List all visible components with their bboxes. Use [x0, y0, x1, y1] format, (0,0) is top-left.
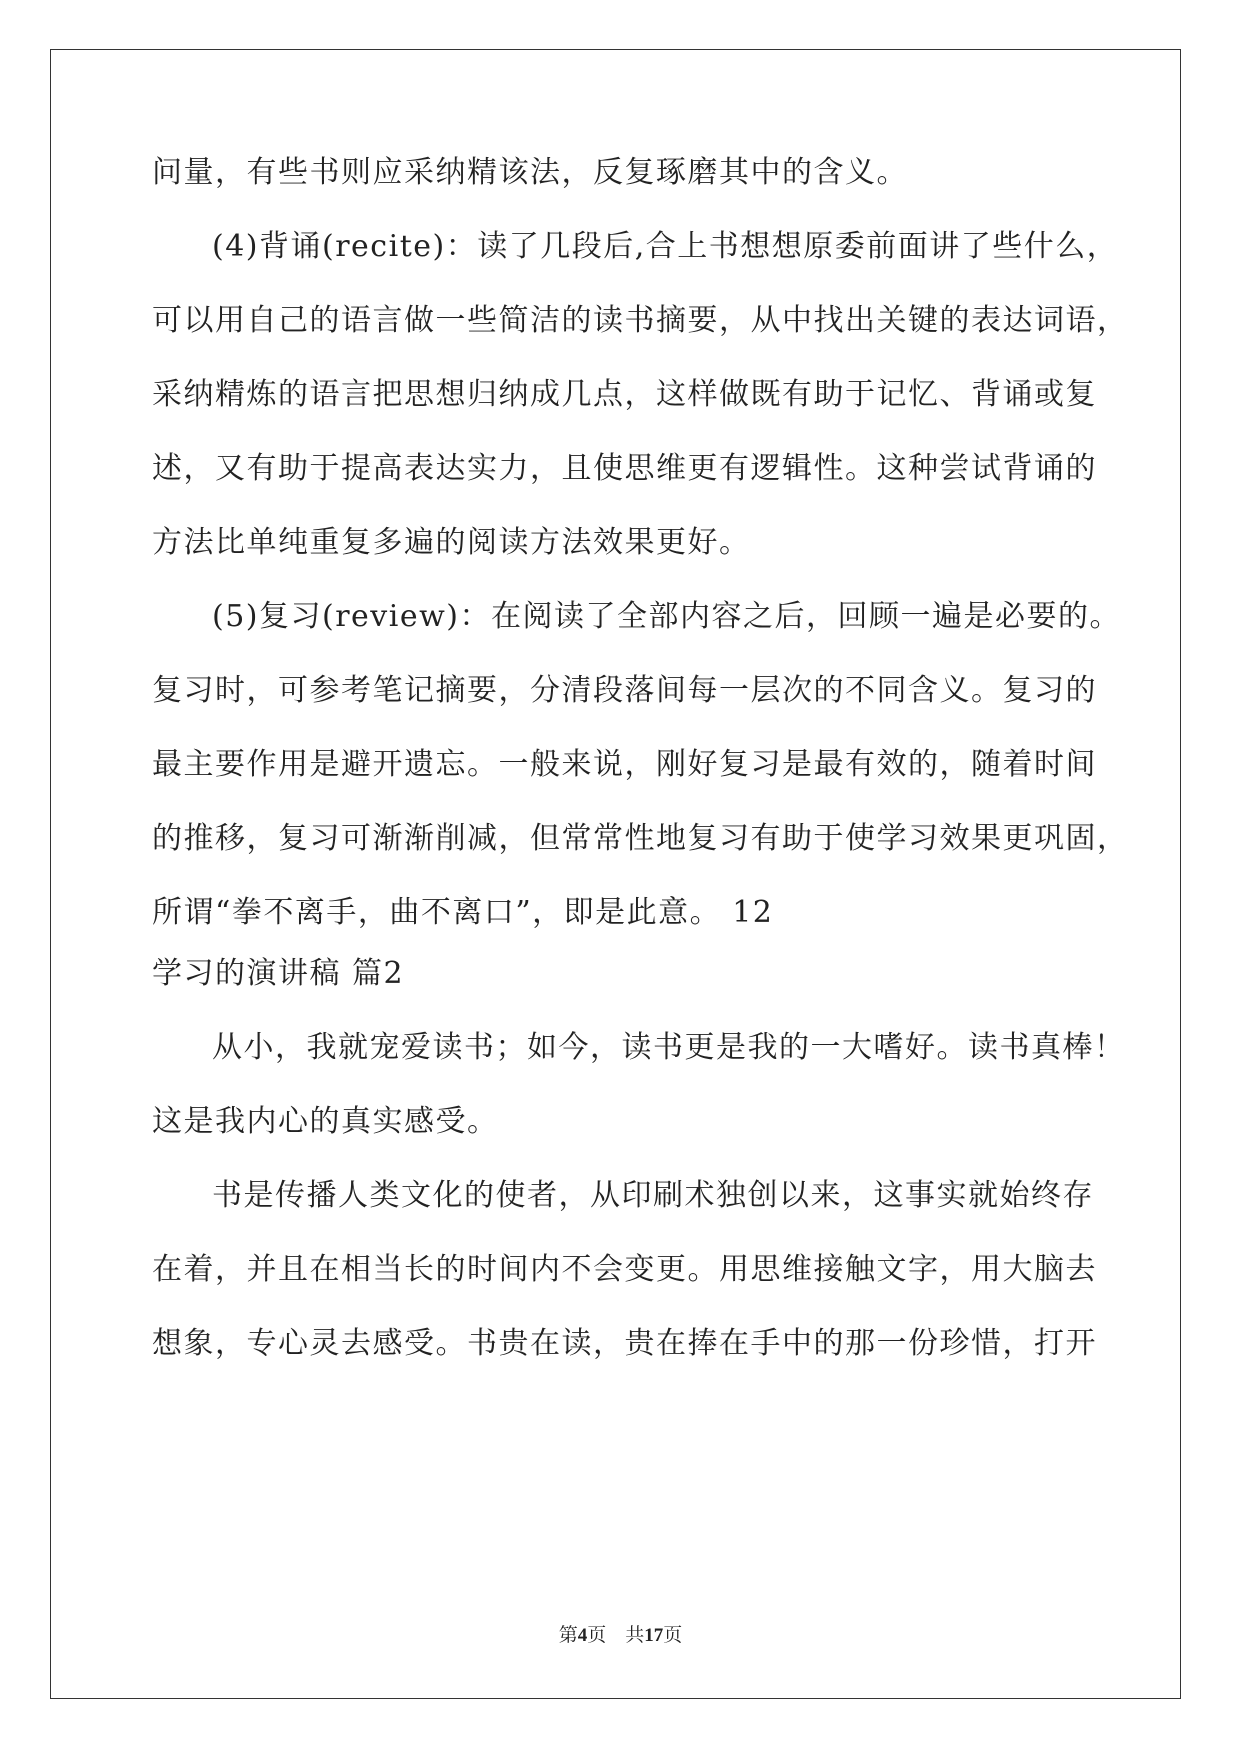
footer-mid: 页 共: [587, 1625, 645, 1646]
footer-prefix: 第: [558, 1625, 578, 1646]
text-line: 复习时，可参考笔记摘要，分清段落间每一层次的不同含义。复习的: [152, 673, 1097, 708]
text-line: 从小，我就宠爱读书；如今，读书更是我的一大嗜好。读书真棒！: [212, 1030, 1126, 1065]
footer-total-pages: 17: [644, 1625, 664, 1646]
page-border: [50, 49, 1181, 1699]
section-heading: 学习的演讲稿 篇2: [152, 956, 405, 991]
text-line: 述，又有助于提高表达实力，且使思维更有逻辑性。这种尝试背诵的: [152, 451, 1097, 486]
text-line: 书是传播人类文化的使者，从印刷术独创以来，这事实就始终存: [212, 1178, 1094, 1213]
text-line: 在着，并且在相当长的时间内不会变更。用思维接触文字，用大脑去: [152, 1252, 1097, 1287]
text-line: 的推移，复习可渐渐削减，但常常性地复习有助于使学习效果更巩固，: [152, 821, 1129, 856]
text-line: (5)复习(review)：在阅读了全部内容之后，回顾一遍是必要的。: [212, 599, 1121, 634]
text-line: 可以用自己的语言做一些简洁的读书摘要，从中找出关键的表达词语，: [152, 303, 1129, 338]
footer-suffix: 页: [663, 1625, 683, 1646]
text-line: 最主要作用是避开遗忘。一般来说，刚好复习是最有效的，随着时间: [152, 747, 1097, 782]
text-line: 问量，有些书则应采纳精该法，反复琢磨其中的含义。: [152, 155, 908, 190]
text-line: (4)背诵(recite)：读了几段后,合上书想想原委前面讲了些什么，: [212, 229, 1119, 264]
text-line: 所谓“拳不离手，曲不离口”，即是此意。 12: [152, 895, 774, 930]
text-line: 方法比单纯重复多遍的阅读方法效果更好。: [152, 525, 751, 560]
page-footer: [0, 1620, 1241, 1647]
text-line: 采纳精炼的语言把思想归纳成几点，这样做既有助于记忆、背诵或复: [152, 377, 1097, 412]
footer-page-number: 4: [577, 1625, 588, 1646]
text-line: 想象，专心灵去感受。书贵在读，贵在捧在手中的那一份珍惜，打开: [152, 1326, 1097, 1361]
text-line: 这是我内心的真实感受。: [152, 1104, 499, 1139]
